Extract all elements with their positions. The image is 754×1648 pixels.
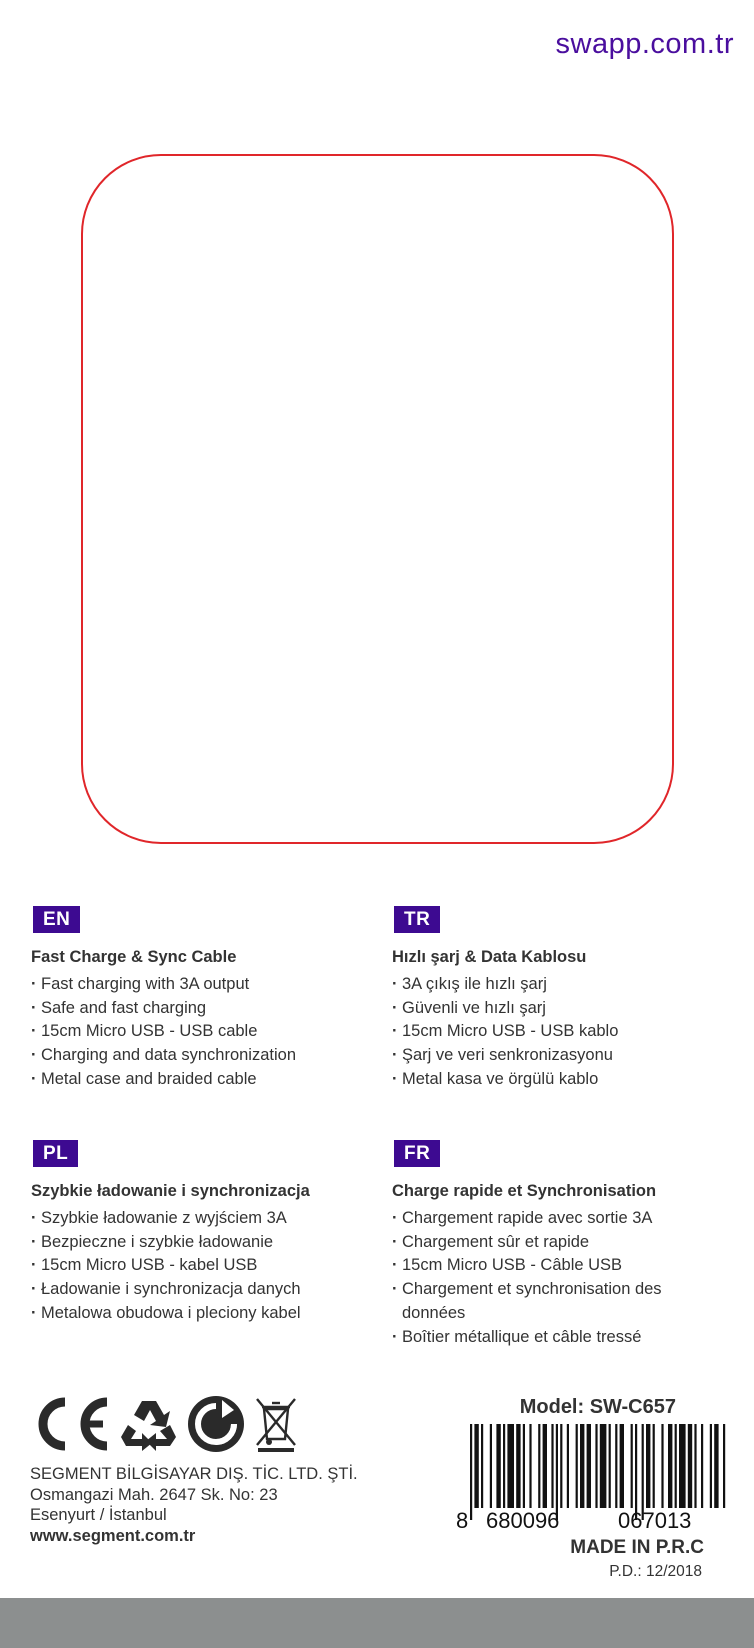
section-title-tr: Hızlı şarj & Data Kablosu xyxy=(392,948,587,966)
company-address-line1: Osmangazi Mah. 2647 Sk. No: 23 xyxy=(30,1485,278,1504)
feature-item: · 15cm Micro USB - USB cable xyxy=(31,1020,381,1044)
made-in-label: MADE IN P.R.C xyxy=(570,1537,704,1558)
green-dot-icon xyxy=(186,1394,246,1454)
barcode-bar xyxy=(556,1424,558,1520)
certification-marks xyxy=(30,1393,298,1455)
feature-item: · 3A çıkış ile hızlı şarj xyxy=(392,973,742,997)
section-title-fr: Charge rapide et Synchronisation xyxy=(392,1182,657,1200)
ce-mark-icon xyxy=(30,1394,112,1454)
feature-item: · Boîtier métallique et câble tressé xyxy=(392,1326,692,1350)
barcode-bar xyxy=(620,1424,624,1508)
barcode-bar xyxy=(507,1424,514,1508)
barcode-first-digit: 8 xyxy=(456,1508,469,1533)
feature-item: · 15cm Micro USB - USB kablo xyxy=(392,1020,742,1044)
company-info xyxy=(30,1464,358,1546)
feature-list-en xyxy=(31,973,381,1092)
recycle-icon xyxy=(120,1395,178,1453)
section-tr xyxy=(392,906,742,1092)
website-url: swapp.com.tr xyxy=(555,28,734,60)
barcode-bar xyxy=(560,1424,562,1508)
feature-item: · 15cm Micro USB - Câble USB xyxy=(392,1254,692,1278)
feature-list-tr xyxy=(392,973,742,1092)
barcode-bar xyxy=(543,1424,547,1508)
barcode-bar xyxy=(580,1424,584,1508)
weee-bin-icon xyxy=(254,1395,298,1453)
barcode-bar xyxy=(551,1424,553,1508)
barcode-bar xyxy=(567,1424,569,1508)
barcode-bar xyxy=(538,1424,540,1508)
barcode-bar xyxy=(701,1424,703,1508)
barcode xyxy=(456,1424,732,1539)
barcode-bar xyxy=(688,1424,692,1508)
section-pl xyxy=(31,1140,381,1326)
feature-item: · 15cm Micro USB - kabel USB xyxy=(31,1254,381,1278)
production-date: P.D.: 12/2018 xyxy=(609,1563,702,1580)
barcode-bar xyxy=(470,1424,472,1520)
section-title-pl: Szybkie ładowanie i synchronizacja xyxy=(31,1182,310,1200)
barcode-bar xyxy=(723,1424,725,1508)
company-name: SEGMENT BİLGİSAYAR DIŞ. TİC. LTD. ŞTİ. xyxy=(30,1465,358,1483)
barcode-bar xyxy=(490,1424,492,1508)
barcode-right-digits: 067013 xyxy=(618,1508,692,1533)
section-fr xyxy=(392,1140,692,1349)
barcode-bar xyxy=(516,1424,520,1508)
product-display-window xyxy=(81,154,674,844)
barcode-bars xyxy=(456,1424,732,1534)
feature-item: · Chargement et synchronisation des données xyxy=(392,1278,672,1325)
barcode-bar xyxy=(496,1424,500,1508)
feature-item: · Metalowa obudowa i pleciony kabel xyxy=(31,1302,381,1326)
feature-item: · Szybkie ładowanie z wyjściem 3A xyxy=(31,1207,381,1231)
model-number: Model: SW-C657 xyxy=(519,1396,676,1418)
feature-item: · Safe and fast charging xyxy=(31,997,381,1021)
feature-item: · Fast charging with 3A output xyxy=(31,973,381,997)
barcode-bar xyxy=(600,1424,607,1508)
barcode-bar xyxy=(631,1424,633,1508)
barcode-bar xyxy=(710,1424,712,1508)
barcode-bar xyxy=(481,1424,483,1508)
barcode-bar xyxy=(587,1424,591,1508)
feature-list-fr xyxy=(392,1207,692,1349)
barcode-bar xyxy=(503,1424,505,1508)
barcode-bar xyxy=(714,1424,718,1508)
language-badge-en: EN xyxy=(33,906,80,933)
barcode-bar xyxy=(653,1424,655,1508)
barcode-bar xyxy=(615,1424,617,1508)
barcode-bar xyxy=(661,1424,663,1508)
barcode-bar xyxy=(595,1424,597,1508)
language-badge-fr: FR xyxy=(394,1140,440,1167)
barcode-bar xyxy=(523,1424,525,1508)
section-title-en: Fast Charge & Sync Cable xyxy=(31,948,237,966)
language-badge-pl: PL xyxy=(33,1140,78,1167)
feature-item: · Şarj ve veri senkronizasyonu xyxy=(392,1044,742,1068)
barcode-bar xyxy=(609,1424,611,1508)
barcode-bar xyxy=(576,1424,578,1508)
feature-item: · Bezpieczne i szybkie ładowanie xyxy=(31,1231,381,1255)
language-badge-tr: TR xyxy=(394,906,440,933)
barcode-bar xyxy=(642,1424,644,1520)
barcode-bar xyxy=(668,1424,672,1508)
feature-list-pl xyxy=(31,1207,381,1326)
barcode-bar xyxy=(529,1424,531,1508)
feature-item: · Chargement sûr et rapide xyxy=(392,1231,692,1255)
company-website: www.segment.com.tr xyxy=(30,1526,196,1545)
feature-item: · Metal case and braided cable xyxy=(31,1068,381,1092)
feature-item: · Chargement rapide avec sortie 3A xyxy=(392,1207,692,1231)
barcode-bar xyxy=(679,1424,686,1508)
barcode-left-digits: 680096 xyxy=(486,1508,560,1533)
section-en xyxy=(31,906,381,1092)
feature-item: · Güvenli ve hızlı şarj xyxy=(392,997,742,1021)
barcode-bar xyxy=(474,1424,478,1508)
barcode-bar xyxy=(635,1424,637,1520)
footer-bar xyxy=(0,1598,754,1648)
barcode-bar xyxy=(646,1424,650,1508)
feature-item: · Charging and data synchronization xyxy=(31,1044,381,1068)
barcode-bar xyxy=(694,1424,696,1508)
feature-item: · Metal kasa ve örgülü kablo xyxy=(392,1068,742,1092)
feature-item: · Ładowanie i synchronizacja danych xyxy=(31,1278,381,1302)
barcode-bar xyxy=(675,1424,677,1508)
company-address-line2: Esenyurt / İstanbul xyxy=(30,1506,167,1524)
